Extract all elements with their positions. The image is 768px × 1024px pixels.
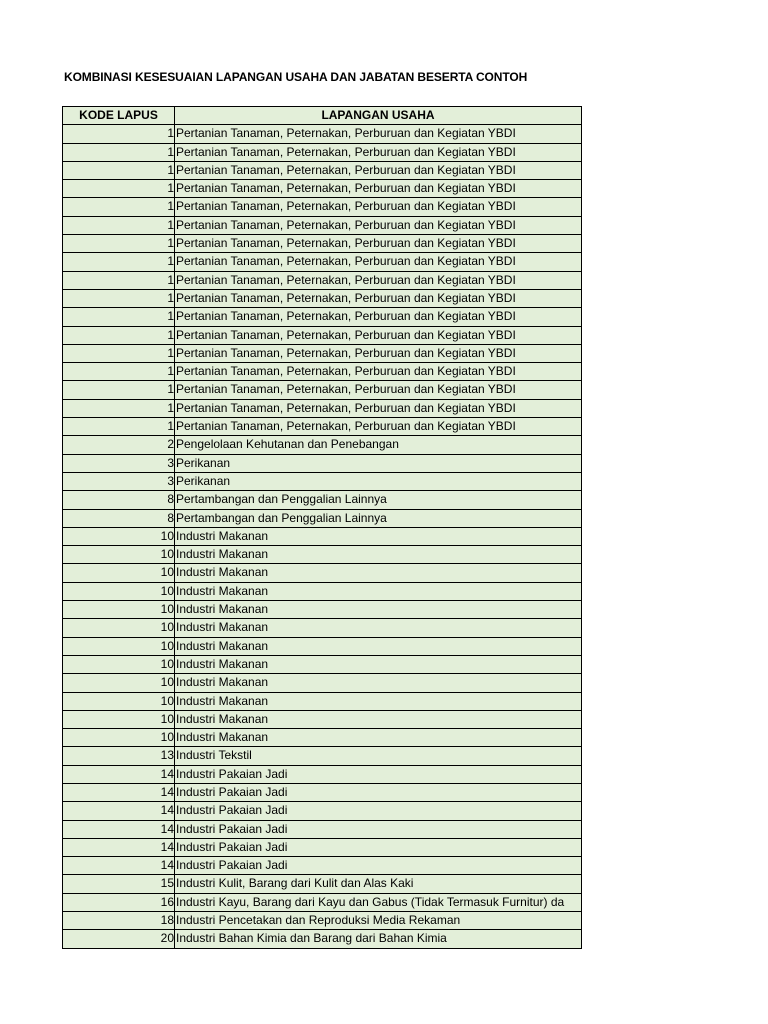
table-row (63, 655, 582, 673)
lapangan-usaha-cell: Industri Makanan (175, 527, 582, 545)
table-row (63, 601, 582, 619)
kode-lapus-cell: 1 (63, 235, 175, 253)
lapangan-usaha-cell: Perikanan (175, 454, 582, 472)
lapangan-usaha-cell: Industri Pakaian Jadi (175, 802, 582, 820)
kode-lapus-cell: 10 (63, 674, 175, 692)
lapangan-usaha-cell: Pertanian Tanaman, Peternakan, Perburuan dan Kegiatan YBDI (175, 289, 582, 307)
lapangan-usaha-cell: Industri Makanan (175, 637, 582, 655)
lapangan-usaha-table (62, 106, 582, 949)
table-row (63, 509, 582, 527)
table-row (63, 527, 582, 545)
table-row (63, 308, 582, 326)
table-row (63, 857, 582, 875)
table-body (63, 125, 582, 948)
table-row (63, 802, 582, 820)
kode-lapus-cell: 10 (63, 710, 175, 728)
header-kode-lapus: KODE LAPUS (63, 107, 175, 125)
table-row (63, 235, 582, 253)
table-row (63, 454, 582, 472)
kode-lapus-cell: 1 (63, 216, 175, 234)
lapangan-usaha-cell: Industri Pakaian Jadi (175, 765, 582, 783)
lapangan-usaha-cell: Pertanian Tanaman, Peternakan, Perburuan dan Kegiatan YBDI (175, 344, 582, 362)
lapangan-usaha-cell: Industri Makanan (175, 564, 582, 582)
lapangan-usaha-cell: Industri Makanan (175, 601, 582, 619)
table-row (63, 637, 582, 655)
table-row (63, 582, 582, 600)
table-row (63, 216, 582, 234)
kode-lapus-cell: 20 (63, 930, 175, 948)
table-row (63, 838, 582, 856)
kode-lapus-cell: 1 (63, 180, 175, 198)
kode-lapus-cell: 10 (63, 546, 175, 564)
kode-lapus-cell: 14 (63, 783, 175, 801)
lapangan-usaha-cell: Industri Kayu, Barang dari Kayu dan Gabus (Tidak Termasuk Furnitur) da (175, 893, 582, 911)
lapangan-usaha-cell: Pertambangan dan Penggalian Lainnya (175, 491, 582, 509)
kode-lapus-cell: 1 (63, 289, 175, 307)
lapangan-usaha-cell: Pertanian Tanaman, Peternakan, Perburuan dan Kegiatan YBDI (175, 381, 582, 399)
table-row (63, 747, 582, 765)
lapangan-usaha-cell: Pertanian Tanaman, Peternakan, Perburuan dan Kegiatan YBDI (175, 308, 582, 326)
kode-lapus-cell: 10 (63, 637, 175, 655)
lapangan-usaha-cell: Perikanan (175, 472, 582, 490)
kode-lapus-cell: 18 (63, 912, 175, 930)
kode-lapus-cell: 16 (63, 893, 175, 911)
lapangan-usaha-cell: Pengelolaan Kehutanan dan Penebangan (175, 436, 582, 454)
table-row (63, 930, 582, 948)
kode-lapus-cell: 14 (63, 857, 175, 875)
lapangan-usaha-cell: Industri Pakaian Jadi (175, 857, 582, 875)
kode-lapus-cell: 1 (63, 381, 175, 399)
kode-lapus-cell: 10 (63, 601, 175, 619)
kode-lapus-cell: 10 (63, 729, 175, 747)
lapangan-usaha-cell: Pertanian Tanaman, Peternakan, Perburuan dan Kegiatan YBDI (175, 271, 582, 289)
kode-lapus-cell: 10 (63, 619, 175, 637)
table-row (63, 381, 582, 399)
table-header-row (63, 107, 582, 125)
lapangan-usaha-cell: Industri Makanan (175, 692, 582, 710)
lapangan-usaha-cell: Industri Pakaian Jadi (175, 838, 582, 856)
lapangan-usaha-cell: Industri Kulit, Barang dari Kulit dan Alas Kaki (175, 875, 582, 893)
kode-lapus-cell: 1 (63, 143, 175, 161)
table-row (63, 326, 582, 344)
kode-lapus-cell: 1 (63, 399, 175, 417)
table-row (63, 363, 582, 381)
table-row (63, 125, 582, 143)
lapangan-usaha-cell: Industri Pencetakan dan Reproduksi Media Rekaman (175, 912, 582, 930)
lapangan-usaha-cell: Industri Makanan (175, 655, 582, 673)
kode-lapus-cell: 1 (63, 326, 175, 344)
lapangan-usaha-cell: Pertanian Tanaman, Peternakan, Perburuan dan Kegiatan YBDI (175, 418, 582, 436)
lapangan-usaha-cell: Industri Makanan (175, 546, 582, 564)
lapangan-usaha-cell: Industri Makanan (175, 729, 582, 747)
kode-lapus-cell: 1 (63, 253, 175, 271)
lapangan-usaha-cell: Industri Pakaian Jadi (175, 820, 582, 838)
kode-lapus-cell: 8 (63, 509, 175, 527)
kode-lapus-cell: 1 (63, 363, 175, 381)
kode-lapus-cell: 8 (63, 491, 175, 509)
kode-lapus-cell: 2 (63, 436, 175, 454)
kode-lapus-cell: 1 (63, 344, 175, 362)
table-row (63, 289, 582, 307)
table-row (63, 143, 582, 161)
table-row (63, 674, 582, 692)
table-row (63, 253, 582, 271)
kode-lapus-cell: 1 (63, 198, 175, 216)
lapangan-usaha-cell: Pertanian Tanaman, Peternakan, Perburuan dan Kegiatan YBDI (175, 399, 582, 417)
lapangan-usaha-cell: Industri Makanan (175, 674, 582, 692)
table-row (63, 564, 582, 582)
kode-lapus-cell: 14 (63, 765, 175, 783)
kode-lapus-cell: 10 (63, 582, 175, 600)
lapangan-usaha-cell: Pertanian Tanaman, Peternakan, Perburuan dan Kegiatan YBDI (175, 143, 582, 161)
lapangan-usaha-cell: Pertanian Tanaman, Peternakan, Perburuan dan Kegiatan YBDI (175, 235, 582, 253)
table-row (63, 729, 582, 747)
kode-lapus-cell: 1 (63, 271, 175, 289)
kode-lapus-cell: 3 (63, 454, 175, 472)
kode-lapus-cell: 10 (63, 655, 175, 673)
lapangan-usaha-cell: Pertanian Tanaman, Peternakan, Perburuan dan Kegiatan YBDI (175, 216, 582, 234)
page-title: KOMBINASI KESESUAIAN LAPANGAN USAHA DAN JABATAN BESERTA CONTOH (64, 70, 528, 84)
table-row (63, 472, 582, 490)
table-row (63, 692, 582, 710)
lapangan-usaha-cell: Pertanian Tanaman, Peternakan, Perburuan dan Kegiatan YBDI (175, 363, 582, 381)
table-row (63, 546, 582, 564)
table-row (63, 783, 582, 801)
table-row (63, 418, 582, 436)
kode-lapus-cell: 1 (63, 418, 175, 436)
lapangan-usaha-cell: Pertanian Tanaman, Peternakan, Perburuan dan Kegiatan YBDI (175, 326, 582, 344)
lapangan-usaha-cell: Pertanian Tanaman, Peternakan, Perburuan dan Kegiatan YBDI (175, 180, 582, 198)
lapangan-usaha-cell: Pertanian Tanaman, Peternakan, Perburuan dan Kegiatan YBDI (175, 253, 582, 271)
kode-lapus-cell: 14 (63, 838, 175, 856)
lapangan-usaha-cell: Pertanian Tanaman, Peternakan, Perburuan dan Kegiatan YBDI (175, 125, 582, 143)
table-row (63, 619, 582, 637)
header-lapangan-usaha: LAPANGAN USAHA (175, 107, 582, 125)
kode-lapus-cell: 15 (63, 875, 175, 893)
table-row (63, 875, 582, 893)
kode-lapus-cell: 14 (63, 820, 175, 838)
table-row (63, 198, 582, 216)
table-row (63, 161, 582, 179)
table-row (63, 820, 582, 838)
table-row (63, 180, 582, 198)
table-row (63, 912, 582, 930)
kode-lapus-cell: 1 (63, 125, 175, 143)
kode-lapus-cell: 10 (63, 692, 175, 710)
kode-lapus-cell: 10 (63, 527, 175, 545)
lapangan-usaha-cell: Pertambangan dan Penggalian Lainnya (175, 509, 582, 527)
table-row (63, 399, 582, 417)
table-row (63, 765, 582, 783)
lapangan-usaha-cell: Pertanian Tanaman, Peternakan, Perburuan dan Kegiatan YBDI (175, 198, 582, 216)
lapangan-usaha-cell: Industri Tekstil (175, 747, 582, 765)
table-row (63, 491, 582, 509)
kode-lapus-cell: 14 (63, 802, 175, 820)
kode-lapus-cell: 1 (63, 308, 175, 326)
lapangan-usaha-cell: Pertanian Tanaman, Peternakan, Perburuan dan Kegiatan YBDI (175, 161, 582, 179)
table-row (63, 893, 582, 911)
lapangan-usaha-cell: Industri Bahan Kimia dan Barang dari Bahan Kimia (175, 930, 582, 948)
table-row (63, 271, 582, 289)
kode-lapus-cell: 13 (63, 747, 175, 765)
lapangan-usaha-cell: Industri Makanan (175, 710, 582, 728)
kode-lapus-cell: 10 (63, 564, 175, 582)
kode-lapus-cell: 1 (63, 161, 175, 179)
lapangan-usaha-cell: Industri Makanan (175, 582, 582, 600)
table-row (63, 710, 582, 728)
kode-lapus-cell: 3 (63, 472, 175, 490)
lapangan-usaha-cell: Industri Makanan (175, 619, 582, 637)
table-row (63, 436, 582, 454)
table-row (63, 344, 582, 362)
lapangan-usaha-cell: Industri Pakaian Jadi (175, 783, 582, 801)
